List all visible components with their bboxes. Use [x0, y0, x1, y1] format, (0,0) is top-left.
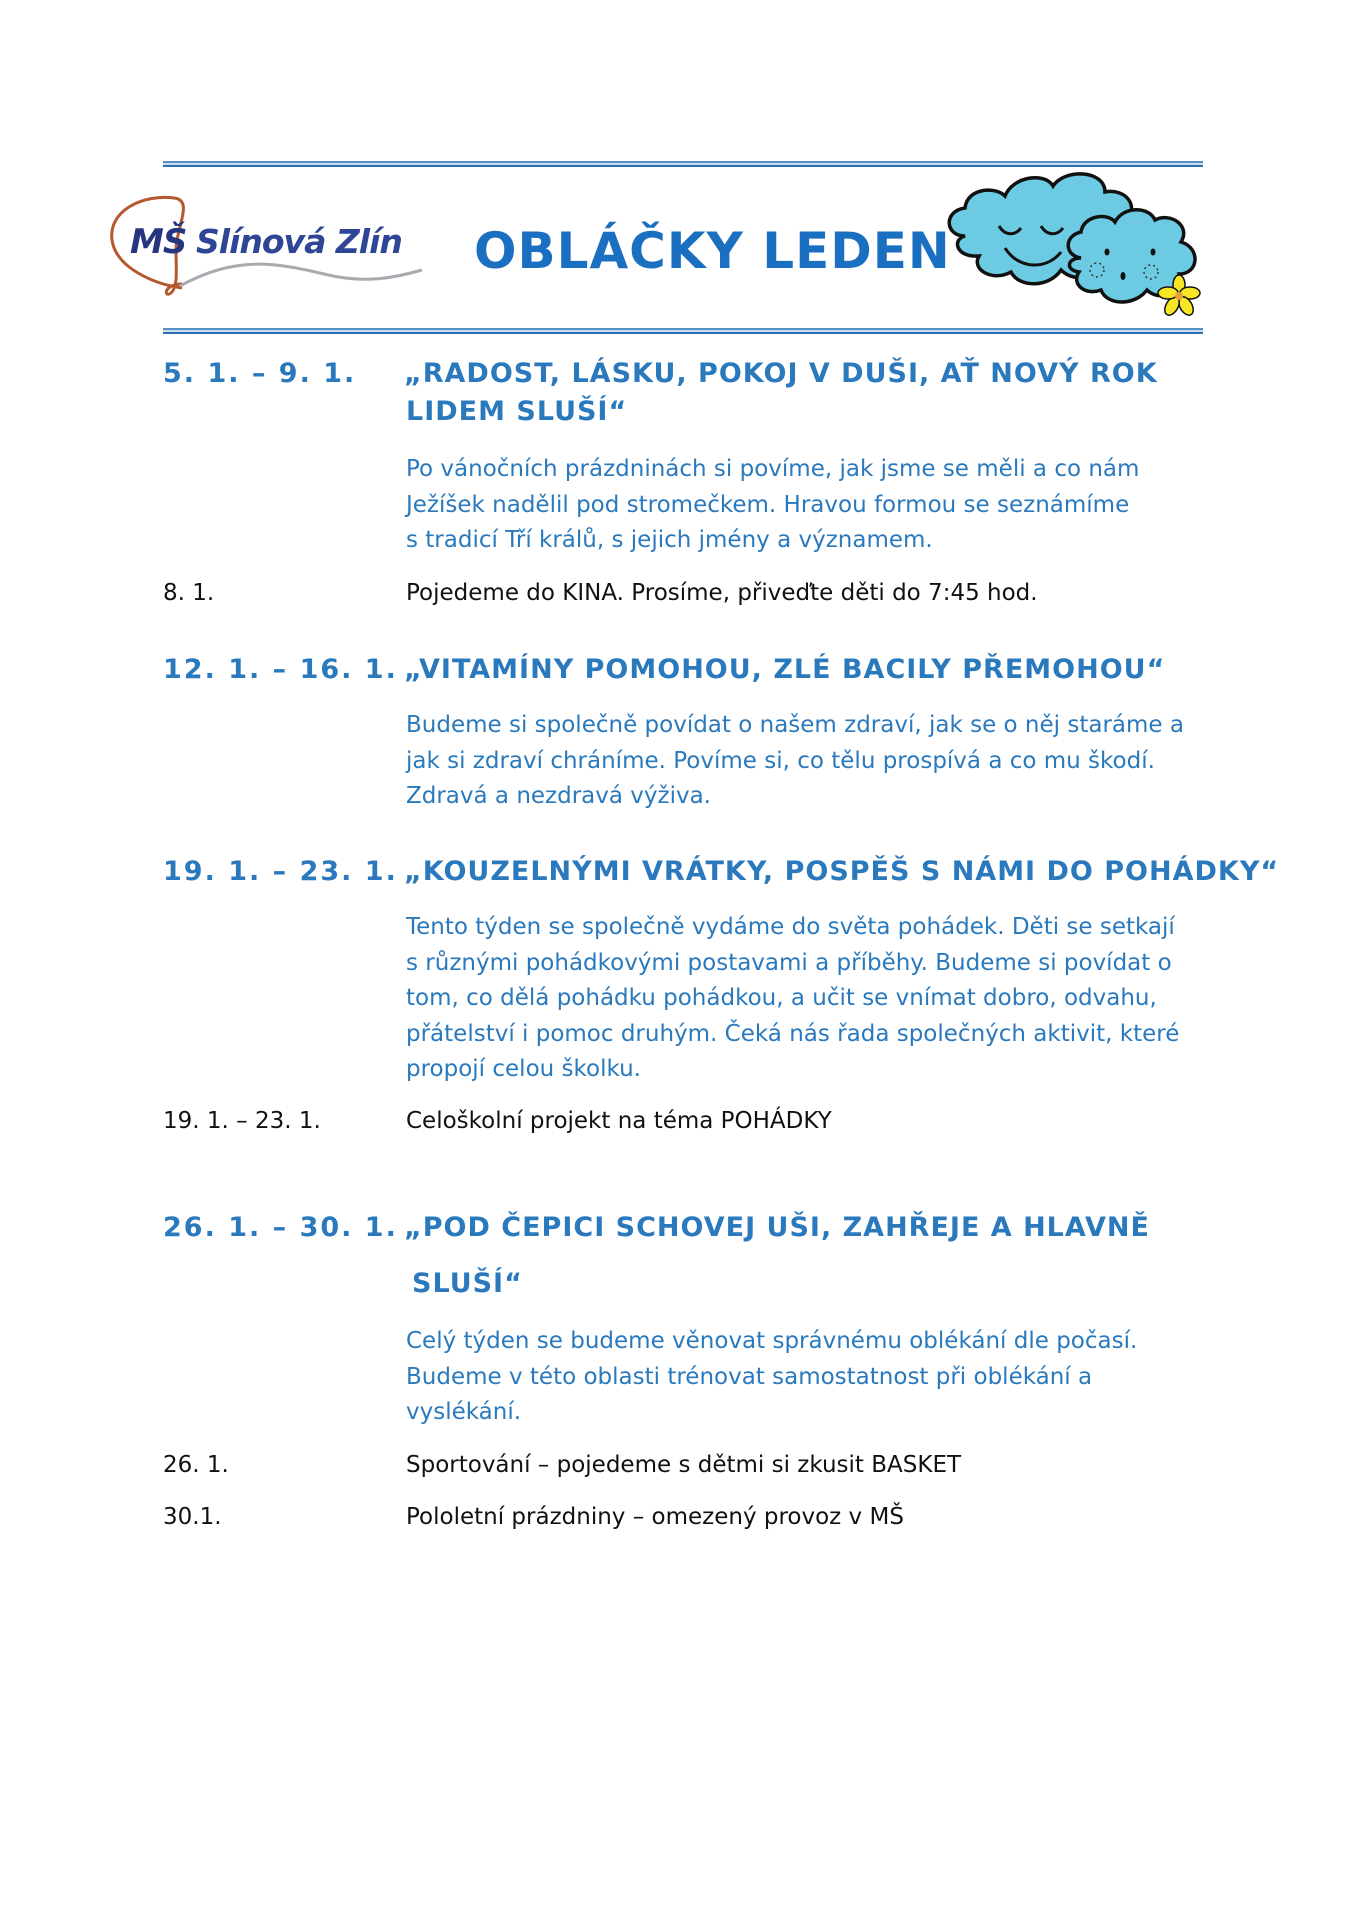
school-logo — [104, 188, 424, 298]
description-line: Tento týden se společně vydáme do světa pohádek. Děti se setkají — [406, 914, 1175, 940]
description-line: tom, co dělá pohádku pohádkou, a učit se vnímat dobro, odvahu, — [406, 985, 1157, 1011]
description-line: Celý týden se budeme věnovat správnému oblékání dle počasí. — [406, 1328, 1138, 1354]
description-line: Zdravá a nezdravá výživa. — [406, 783, 711, 809]
week-description — [406, 452, 1206, 559]
logo-ms-text: MŠ — [130, 222, 187, 262]
week-theme: „VITAMÍNY POMOHOU, ZLÉ BACILY PŘEMOHOU“ — [404, 654, 1166, 685]
week-date: 5. 1. – 9. 1. — [163, 358, 357, 389]
event-date: 19. 1. – 23. 1. — [163, 1108, 321, 1134]
description-line: propojí celou školku. — [406, 1056, 641, 1082]
week-theme-cont: LIDEM SLUŠÍ“ — [406, 396, 628, 427]
week-description — [406, 910, 1206, 1088]
header-bottom-rule — [163, 328, 1203, 334]
week-date: 12. 1. – 16. 1. — [163, 654, 398, 685]
week-description — [406, 1324, 1206, 1431]
week-date: 19. 1. – 23. 1. — [163, 856, 398, 887]
event-text: Sportování – pojedeme s dětmi si zkusit BASKET — [406, 1452, 962, 1478]
event-date: 30.1. — [163, 1504, 222, 1530]
description-line: Po vánočních prázdninách si povíme, jak jsme se měli a co nám — [406, 456, 1140, 482]
week-theme-cont: SLUŠÍ“ — [412, 1268, 523, 1299]
description-line: s různými pohádkovými postavami a příběhy. Budeme si povídat o — [406, 949, 1172, 976]
description-line: Budeme v této oblasti trénovat samostatnost při oblékání a — [406, 1363, 1093, 1390]
week-theme: „POD ČEPICI SCHOVEJ UŠI, ZAHŘEJE A HLAVNĚ — [404, 1212, 1150, 1243]
week-date: 26. 1. – 30. 1. — [163, 1212, 398, 1243]
description-line: Ježíšek nadělil pod stromečkem. Hravou formou se seznámíme — [406, 491, 1130, 518]
event-date: 8. 1. — [163, 580, 215, 606]
description-line: vyslékání. — [406, 1399, 522, 1425]
week-theme: „RADOST, LÁSKU, POKOJ V DUŠI, AŤ NOVÝ ROK — [404, 358, 1158, 389]
clouds-with-flower-icon — [935, 166, 1210, 326]
description-line: přátelství i pomoc druhým. Čeká nás řada společných aktivit, které — [406, 1020, 1180, 1047]
description-line: jak si zdraví chráníme. Povíme si, co tělu prospívá a co mu škodí. — [406, 747, 1155, 774]
description-line: Budeme si společně povídat o našem zdraví, jak se o něj staráme a — [406, 712, 1184, 738]
week-theme: „KOUZELNÝMI VRÁTKY, POSPĚŠ S NÁMI DO POHÁDKY“ — [404, 856, 1280, 887]
event-text: Pojedeme do KINA. Prosíme, přiveďte děti do 7:45 hod. — [406, 580, 1038, 606]
logo-name-text: Slínová Zlín — [196, 222, 402, 261]
event-text: Celoškolní projekt na téma POHÁDKY — [406, 1108, 832, 1134]
event-text: Pololetní prázdniny – omezený provoz v MŠ — [406, 1504, 904, 1530]
week-description — [406, 708, 1206, 815]
page-title: OBLÁČKY LEDEN — [474, 222, 951, 280]
event-date: 26. 1. — [163, 1452, 229, 1478]
description-line: s tradicí Tří králů, s jejich jmény a významem. — [406, 527, 933, 553]
